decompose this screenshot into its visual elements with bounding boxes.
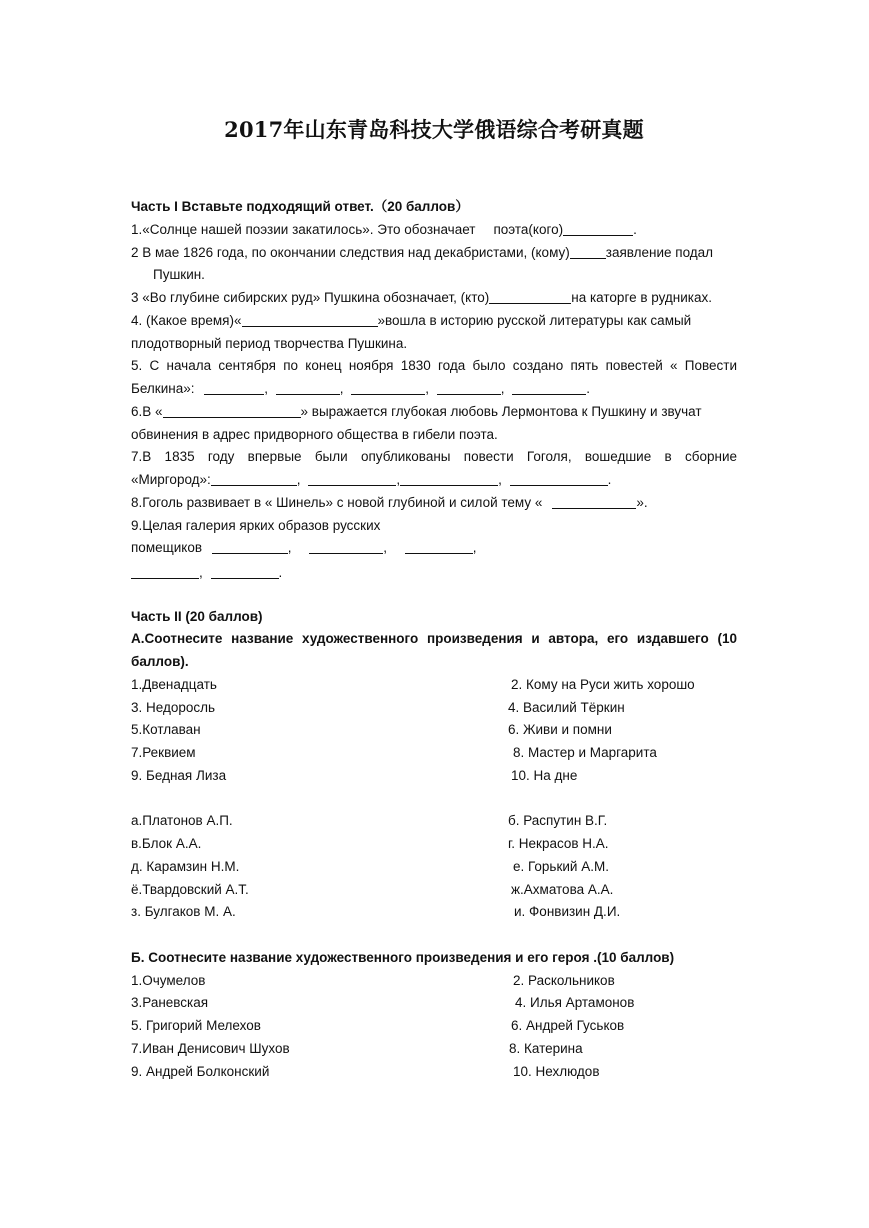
- answer-blank[interactable]: [400, 472, 498, 486]
- question-9-cont: помещиков , , ,: [131, 540, 477, 555]
- list-item: 1.Двенадцать: [131, 677, 217, 692]
- answer-blank[interactable]: [563, 222, 633, 236]
- answer-blank[interactable]: [489, 290, 571, 304]
- list-item: 10. На дне: [511, 768, 578, 783]
- answer-blank[interactable]: [405, 540, 473, 554]
- answer-blank[interactable]: [211, 472, 297, 486]
- list-item: 10. Нехлюдов: [513, 1064, 600, 1079]
- list-item: 1.Очумелов: [131, 973, 206, 988]
- answer-blank[interactable]: [309, 540, 383, 554]
- list-item: 5.Котлаван: [131, 722, 201, 737]
- answer-blank[interactable]: [131, 565, 199, 579]
- list-item: ж.Ахматова А.А.: [511, 882, 614, 897]
- question-3: 3 «Во глубине сибирских руд» Пушкина обозначает, (кто) на каторге в рудниках.: [131, 290, 712, 305]
- answer-blank[interactable]: [308, 472, 396, 486]
- question-7-cont: «Миргород»: , , , .: [131, 472, 612, 487]
- list-item: 5. Григорий Мелехов: [131, 1018, 261, 1033]
- question-7: 7.В 1835 году впервые были опубликованы повести Гоголя, вошедшие в сборние: [131, 449, 737, 464]
- list-item: и. Фонвизин Д.И.: [514, 904, 621, 919]
- question-4-cont: плодотворный период творчества Пушкина.: [131, 336, 408, 351]
- list-item: 3.Раневская: [131, 995, 209, 1010]
- list-item: а.Платонов А.П.: [131, 813, 233, 828]
- question-5-cont: Белкина»: , , , , .: [131, 381, 591, 396]
- list-item: в.Блок А.А.: [131, 836, 202, 851]
- question-6: 6.В « » выражается глубокая любовь Лермонтова к Пушкину и звучат: [131, 404, 702, 419]
- question-2: 2 В мае 1826 года, по окончании следствия над декабристами, (кому) заявление подал: [131, 245, 714, 260]
- answer-blank[interactable]: [512, 381, 586, 395]
- document-title: 2017年山东青岛科技大学俄语综合考研真题: [224, 117, 644, 142]
- list-item: ё.Твардовский А.Т.: [131, 882, 249, 897]
- answer-blank[interactable]: [570, 245, 606, 259]
- part1-heading: Часть I Вставьте подходящий ответ.（20 баллов）: [131, 199, 469, 214]
- list-item: з. Булгаков М. А.: [131, 904, 236, 919]
- answer-blank[interactable]: [242, 313, 378, 327]
- q1-text-2: поэта(кого): [493, 222, 564, 237]
- question-2-cont: Пушкин.: [153, 267, 205, 282]
- part2-a-heading-cont: баллов).: [131, 654, 189, 669]
- list-item: 9. Бедная Лиза: [131, 768, 227, 783]
- answer-blank[interactable]: [510, 472, 608, 486]
- question-1: 1.«Солнце нашей поэзии закатилось». Это обозначает поэта(кого) .: [131, 222, 637, 237]
- list-item: 4. Василий Тёркин: [508, 700, 625, 715]
- list-item: 8. Катерина: [509, 1041, 583, 1056]
- answer-blank[interactable]: [204, 381, 264, 395]
- question-9: 9.Целая галерия ярких образов русских: [131, 518, 381, 533]
- list-item: г. Некрасов Н.А.: [508, 836, 609, 851]
- answer-blank[interactable]: [276, 381, 340, 395]
- answer-blank[interactable]: [351, 381, 425, 395]
- list-item: 2. Кому на Руси жить хорошо: [511, 677, 695, 692]
- list-item: 2. Раскольников: [513, 973, 615, 988]
- list-item: 9. Андрей Болконский: [131, 1064, 270, 1079]
- list-item: 3. Недоросль: [131, 700, 216, 715]
- question-8: 8.Гоголь развивает в « Шинель» с новой глубиной и силой тему « ».: [131, 495, 648, 510]
- answer-blank[interactable]: [212, 540, 288, 554]
- question-6-cont: обвинения в адрес придворного общества в гибели поэта.: [131, 427, 498, 442]
- part2-b-heading: Б. Соотнесите название художественного произведения и его героя .(10 баллов): [131, 950, 675, 965]
- question-9-cont-2: , .: [131, 563, 737, 583]
- list-item: 7.Иван Денисович Шухов: [131, 1041, 290, 1056]
- list-item: 6. Андрей Гуськов: [511, 1018, 625, 1033]
- question-4: 4. (Какое время)« »вошла в историю русской литературы как самый: [131, 313, 692, 328]
- q1-text: 1.«Солнце нашей поэзии закатилось». Это обозначает: [131, 222, 476, 237]
- answer-blank[interactable]: [552, 495, 636, 509]
- answer-blank[interactable]: [211, 565, 279, 579]
- question-5: 5. С начала сентября по конец ноября 1830 года было создано пять повестей « Повести: [131, 358, 737, 373]
- answer-blank[interactable]: [437, 381, 501, 395]
- list-item: 4. Илья Артамонов: [515, 995, 635, 1010]
- list-item: б. Распутин В.Г.: [508, 813, 608, 828]
- list-item: 6. Живи и помни: [508, 722, 612, 737]
- part2-a-heading: А.Соотнесите название художественного произведения и автора, его издавшего (10: [131, 631, 737, 646]
- answer-blank[interactable]: [163, 404, 301, 418]
- list-item: д. Карамзин Н.М.: [131, 859, 240, 874]
- list-item: 8. Мастер и Маргарита: [513, 745, 657, 760]
- list-item: е. Горький А.М.: [513, 859, 609, 874]
- part2-heading: Часть II (20 баллов): [131, 609, 263, 624]
- list-item: 7.Реквием: [131, 745, 196, 760]
